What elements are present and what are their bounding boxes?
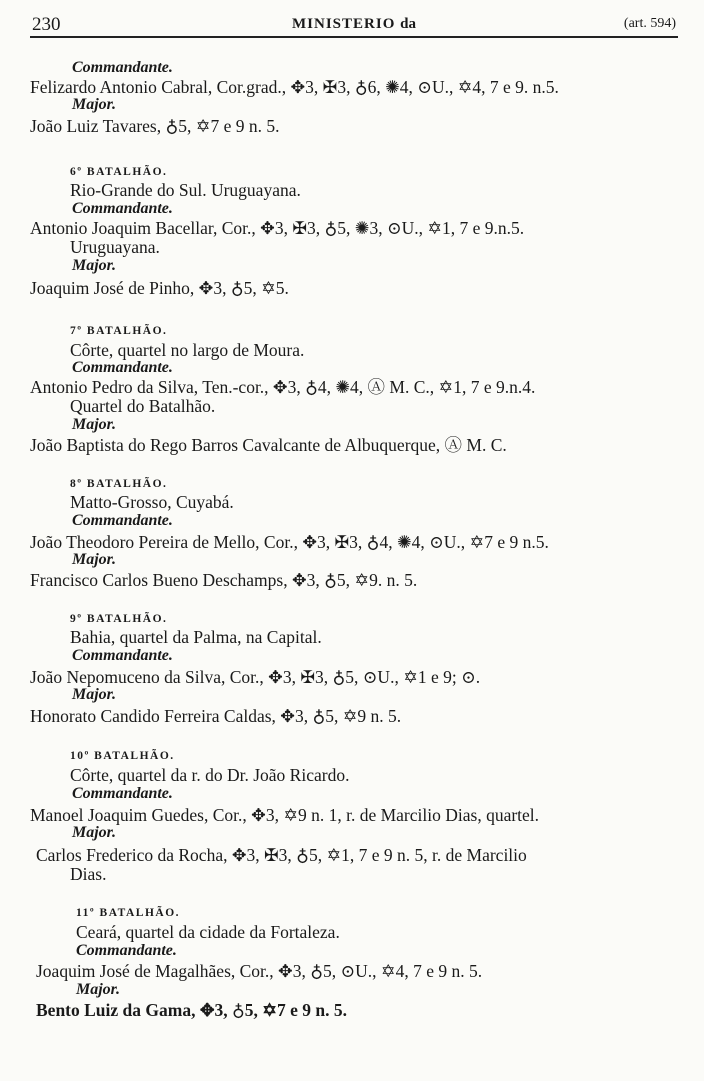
role-heading: Commandante.	[72, 512, 173, 529]
officer-entry: João Theodoro Pereira de Mello, Cor., ✥3, ✠3, ♁4, ✺4, ⊙U., ✡7 e 9 n.5.	[30, 532, 549, 552]
running-header	[30, 10, 678, 38]
running-title-main: MINISTERIO	[292, 16, 396, 32]
role-heading: Commandante.	[72, 785, 173, 802]
role-heading: Major.	[72, 551, 117, 568]
running-title-suffix: da	[400, 16, 416, 32]
location-line: Côrte, quartel da r. do Dr. João Ricardo.	[70, 765, 350, 785]
page-number: 230	[32, 14, 61, 35]
role-heading: Commandante.	[72, 647, 173, 664]
location-line: Ceará, quartel da cidade da Fortaleza.	[76, 922, 340, 942]
officer-entry: Felizardo Antonio Cabral, Cor.grad., ✥3, ✠3, ♁6, ✺4, ⊙U., ✡4, 7 e 9. n.5.	[30, 77, 559, 97]
role-heading: Commandante.	[72, 359, 173, 376]
location-line: Rio-Grande do Sul. Uruguayana.	[70, 180, 301, 200]
officer-entry: Antonio Pedro da Silva, Ten.-cor., ✥3, ♁4, ✺4, Ⓐ M. C., ✡1, 7 e 9.n.4.	[30, 377, 536, 397]
role-heading: Major.	[76, 981, 121, 998]
running-title	[30, 16, 678, 33]
officer-entry: João Baptista do Rego Barros Cavalcante de Albuquerque, Ⓐ M. C.	[30, 435, 507, 455]
officer-entry: Manoel Joaquim Guedes, Cor., ✥3, ✡9 n. 1, r. de Marcilio Dias, quartel.	[30, 805, 540, 825]
officer-entry: Honorato Candido Ferreira Caldas, ✥3, ♁5, ✡9 n. 5.	[30, 706, 402, 726]
officer-entry-continuation: Quartel do Batalhão.	[70, 396, 216, 416]
officer-entry: Joaquim José de Pinho, ✥3, ♁5, ✡5.	[30, 278, 289, 298]
role-heading: Major.	[72, 686, 117, 703]
role-heading: Major.	[72, 824, 117, 841]
officer-entry: Joaquim José de Magalhães, Cor., ✥3, ♁5, ⊙U., ✡4, 7 e 9 n. 5.	[36, 961, 483, 981]
article-reference: (art. 594)	[623, 16, 676, 31]
officer-entry: João Nepomuceno da Silva, Cor., ✥3, ✠3, ♁5, ⊙U., ✡1 e 9; ⊙.	[30, 667, 481, 687]
battalion-heading: 10º BATALHÃO.	[70, 750, 175, 762]
location-line: Matto-Grosso, Cuyabá.	[70, 492, 234, 512]
officer-entry: João Luiz Tavares, ♁5, ✡7 e 9 n. 5.	[30, 116, 280, 136]
role-heading: Commandante.	[72, 59, 173, 76]
officer-entry: Francisco Carlos Bueno Deschamps, ✥3, ♁5, ✡9. n. 5.	[30, 570, 418, 590]
role-heading: Major.	[72, 416, 117, 433]
role-heading: Major.	[72, 257, 117, 274]
location-line: Côrte, quartel no largo de Moura.	[70, 340, 305, 360]
location-line: Bahia, quartel da Palma, na Capital.	[70, 627, 322, 647]
officer-entry: Antonio Joaquim Bacellar, Cor., ✥3, ✠3, ♁5, ✺3, ⊙U., ✡1, 7 e 9.n.5.	[30, 218, 525, 238]
officer-entry-continuation: Dias.	[70, 864, 107, 884]
role-heading: Commandante.	[72, 200, 173, 217]
officer-entry: Bento Luiz da Gama, ✥3, ♁5, ✡7 e 9 n. 5.	[36, 1000, 347, 1020]
battalion-heading: 7º BATALHÃO.	[70, 325, 168, 337]
battalion-heading: 6º BATALHÃO.	[70, 166, 168, 178]
battalion-heading: 9º BATALHÃO.	[70, 613, 168, 625]
battalion-heading: 11º BATALHÃO.	[76, 907, 181, 919]
officer-entry-continuation: Uruguayana.	[70, 237, 160, 257]
role-heading: Major.	[72, 96, 117, 113]
role-heading: Commandante.	[76, 942, 177, 959]
officer-entry: Carlos Frederico da Rocha, ✥3, ✠3, ♁5, ✡1, 7 e 9 n. 5, r. de Marcilio	[36, 845, 527, 865]
battalion-heading: 8º BATALHÃO.	[70, 478, 168, 490]
